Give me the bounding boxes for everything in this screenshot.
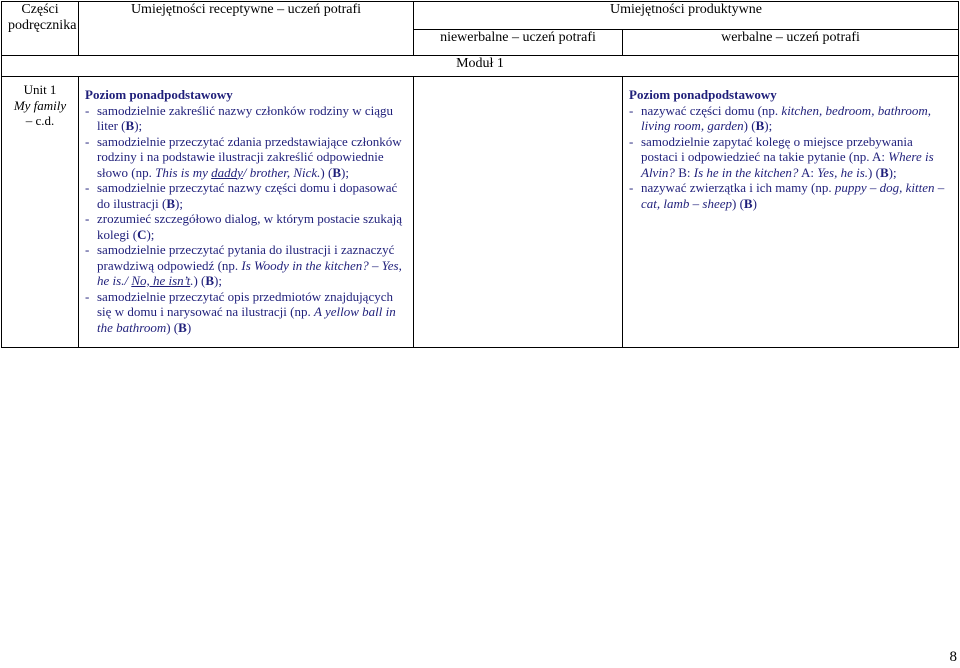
header-nonverbal: niewerbalne – uczeń potrafi [414,30,623,56]
module-row: Moduł 1 [2,56,959,77]
header-productive: Umiejętności produktywne [414,2,959,30]
list-item: - samodzielnie przeczytać nazwy części domu i dopasować do ilustracji (B); [85,180,398,211]
verbal-cell [623,77,959,348]
list-item: - nazywać części domu (np. kitchen, bedroom, bathroom, living room, garden) (B); [629,102,932,133]
header-receptive: Umiejętności receptywne – uczeń potrafi [79,2,414,56]
list-item: - samodzielnie przeczytać opis przedmiotów znajdujących się w domu i narysować na ilustracji (np. A yellow ball in the bathroom) (B) [85,288,396,335]
unit-number: Unit 1 [23,82,57,97]
unit-cell [2,77,79,348]
list-item: - samodzielnie przeczytać zdania przedstawiające członków rodziny i na podstawie ilustracji zakreślić odpowiednie słowo (np. This is my daddy/ brother, Nick.) (B); [85,133,402,180]
receptive-cell [79,77,414,348]
unit-continued: – c.d. [25,113,55,128]
list-item: - samodzielnie przeczytać pytania do ilustracji i zaznaczyć prawdziwą odpowiedź (np. Is Woody in the kitchen? – Yes, he is./ No, he isn’t.) (B); [85,242,402,288]
unit-title: My family [13,97,67,113]
list-item: - samodzielnie zapytać kolegę o miejsce przebywania postaci i odpowiedzieć na takie pytanie (np. A: Where is Alvin? B: Is he in the kitchen? A: Yes, he is.) (B); [629,133,934,180]
curriculum-table [1,1,959,348]
header-verbal: werbalne – uczeń potrafi [623,30,959,56]
page-number: 8 [949,649,957,665]
header-parts: Części podręcznika [2,2,79,56]
list-item: - samodzielnie zakreślić nazwy członków rodziny w ciągu liter (B); [85,102,393,133]
nonverbal-cell [414,77,623,348]
list-item: - zrozumieć szczegółowo dialog, w którym postacie szukają kolegi (C); [85,211,403,242]
list-item: - nazywać zwierzątka i ich mamy (np. puppy – dog, kitten – cat, lamb – sheep) (B) [629,180,945,211]
verbal-level: Poziom ponadpodstawowy [629,87,777,102]
receptive-level: Poziom ponadpodstawowy [85,87,233,102]
